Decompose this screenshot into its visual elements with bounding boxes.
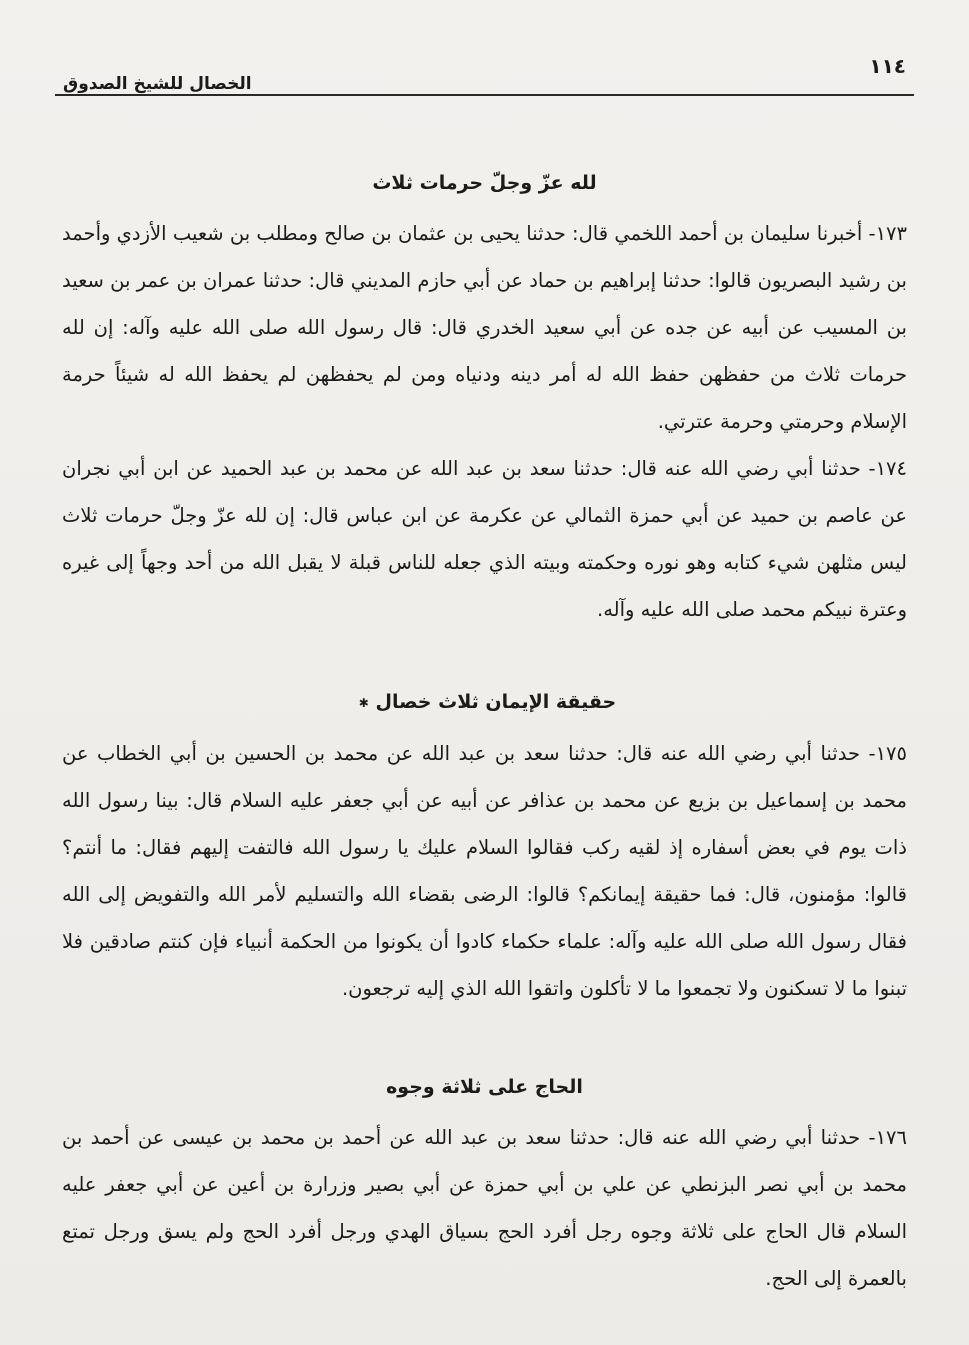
hadith-174: ١٧٤- حدثنا أبي رضي الله عنه قال: حدثنا سعد بن عبد الله عن محمد بن عبد الحميد عن ابن أبي نجران عن عاصم بن حميد عن أبي حمزة الثمالي عن عكرمة عن ابن عباس قال: إن لله عزّ وجلّ حرمات ثلاث ليس مثلهن شيء كتابه وهو نوره وحكمته وبيته الذي جعله للناس قبلة لا يقبل الله من أحد وجهاً إلى غيره وعترة نبيكم محمد صلى الله عليه وآله.	[62, 457, 907, 621]
star-marker-icon: ✱	[358, 695, 369, 710]
page-content	[62, 168, 907, 1302]
section-spacer	[62, 633, 907, 687]
section-spacer	[62, 1012, 907, 1072]
section-heading-faith-reality	[62, 687, 907, 718]
section-heading-sacred-things	[62, 168, 907, 198]
section-heading-pilgrim-types	[62, 1072, 907, 1102]
hadith-173: ١٧٣- أخبرنا سليمان بن أحمد اللخمي قال: حدثنا يحيى بن عثمان بن صالح ومطلب بن شعيب الأزدي وأحمد بن رشيد البصريون قالوا: حدثنا إبراهيم بن حماد عن أبي حازم المديني قال: حدثنا عمران بن عمر بن سعيد بن المسيب عن أبيه عن جده عن أبي سعيد الخدري قال: قال رسول الله صلى الله عليه وآله: إن لله حرمات ثلاث من حفظهن حفظ الله له أمر دينه ودنياه ومن لم يحفظهن لم يحفظ الله له شيئاً حرمة الإسلام وحرمتي وحرمة عترتي.	[62, 222, 907, 433]
page-number: ١١٤	[869, 54, 906, 78]
page-header	[55, 52, 914, 96]
section-heading-text: لله عزّ وجلّ حرمات ثلاث	[372, 172, 597, 194]
running-title: الخصال للشيخ الصدوق	[63, 74, 252, 94]
section-heading-text: حقيقة الإيمان ثلاث خصال	[375, 691, 617, 713]
hadith-176: ١٧٦- حدثنا أبي رضي الله عنه قال: حدثنا سعد بن عبد الله عن أحمد بن محمد بن عيسى عن أحمد بن محمد بن أبي نصر البزنطي عن علي بن أبي حمزة عن أبي بصير وزرارة بن أعين عن أبي جعفر عليه السلام قال الحاج على ثلاثة وجوه رجل أفرد الحج بسياق الهدي ورجل أفرد الحج ولم يسق ورجل تمتع بالعمرة إلى الحج.	[62, 1125, 907, 1290]
section-heading-text: الحاج على ثلاثة وجوه	[386, 1075, 583, 1098]
hadith-175: ١٧٥- حدثنا أبي رضي الله عنه قال: حدثنا سعد بن عبد الله عن محمد بن الحسين بن أبي الخطاب عن محمد بن إسماعيل بن بزيع عن محمد بن عذافر عن أبيه عن أبي جعفر عليه السلام قال: بينا رسول الله ذات يوم في بعض أسفاره إذ لقيه ركب فقالوا السلام عليك يا رسول الله فالتفت إليهم فقال: ما أنتم؟ قالوا: مؤمنون، قال: فما حقيقة إيمانكم؟ قالوا: الرضى بقضاء الله والتسليم لأمر الله والتفويض إلى الله فقال رسول الله صلى الله عليه وآله: علماء حكماء كادوا أن يكونوا من الحكمة أنبياء فإن كنتم صادقين فلا تبنوا ما لا تسكنون ولا تجمعوا ما لا تأكلون واتقوا الله الذي إليه ترجعون.	[62, 741, 907, 1000]
